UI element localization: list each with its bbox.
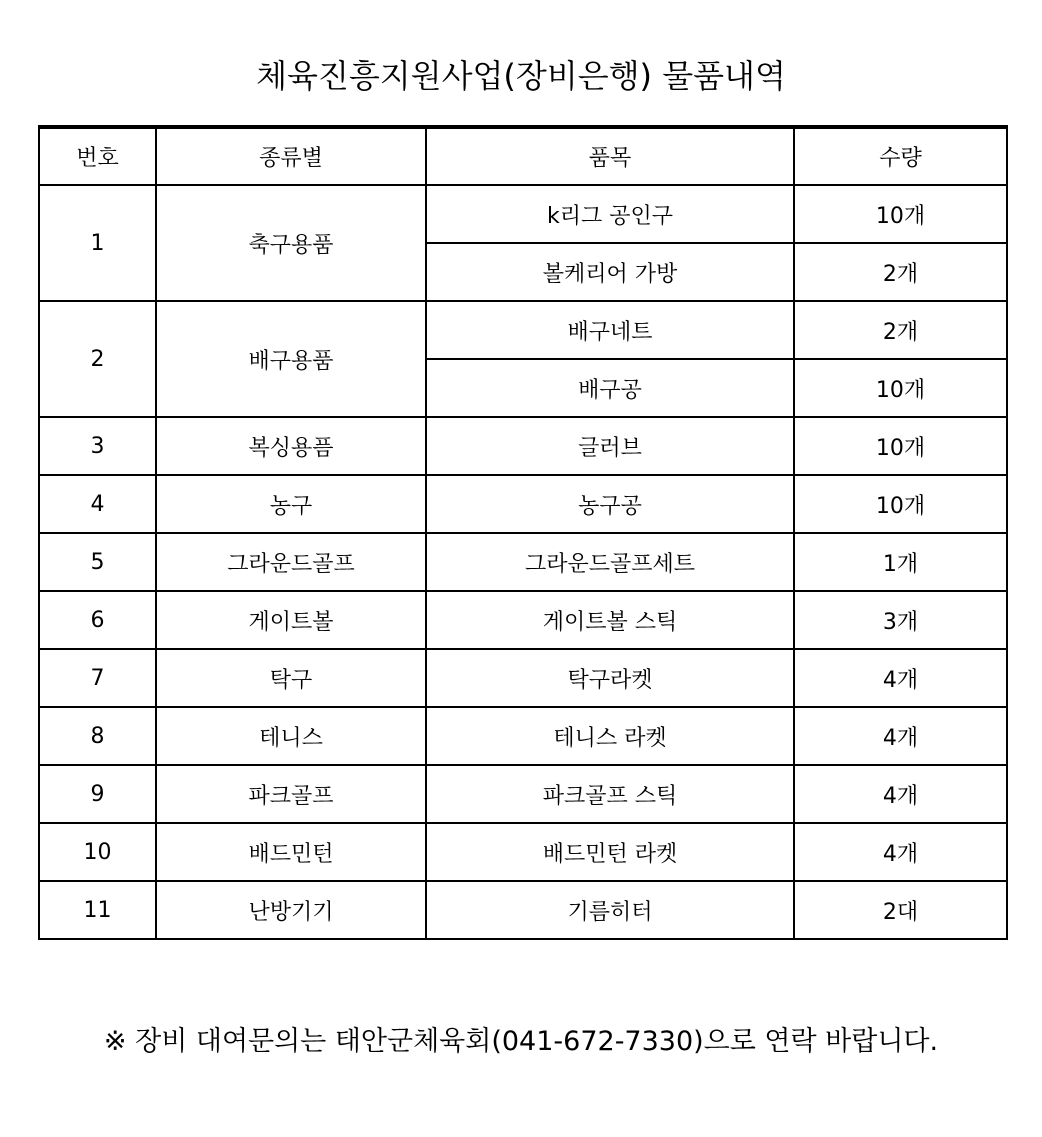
cell-number: 6: [39, 591, 156, 649]
cell-item: 탁구라켓: [426, 649, 794, 707]
cell-item: 글러브: [426, 417, 794, 475]
header-number: 번호: [39, 127, 156, 185]
cell-category: 파크골프: [156, 765, 426, 823]
table-row: [39, 881, 1007, 939]
table-body: [39, 185, 1007, 939]
cell-item: k리그 공인구: [426, 185, 794, 243]
cell-number: 8: [39, 707, 156, 765]
cell-number: 7: [39, 649, 156, 707]
cell-item: 배구공: [426, 359, 794, 417]
document-title: 체육진흥지원사업(장비은행) 물품내역: [256, 57, 786, 95]
cell-number: 5: [39, 533, 156, 591]
cell-quantity: 10개: [794, 185, 1007, 243]
cell-quantity: 4개: [794, 649, 1007, 707]
table-row: [39, 649, 1007, 707]
table-row: [39, 417, 1007, 475]
table-row: [39, 707, 1007, 765]
cell-number: 4: [39, 475, 156, 533]
cell-quantity: 4개: [794, 707, 1007, 765]
equipment-table: [38, 125, 1008, 940]
cell-item: 게이트볼 스틱: [426, 591, 794, 649]
cell-quantity: 4개: [794, 823, 1007, 881]
cell-category: 난방기기: [156, 881, 426, 939]
table-row: [39, 765, 1007, 823]
cell-number: 10: [39, 823, 156, 881]
cell-item: 볼케리어 가방: [426, 243, 794, 301]
cell-item: 기름히터: [426, 881, 794, 939]
cell-category: 그라운드골프: [156, 533, 426, 591]
cell-category: 배구용품: [156, 301, 426, 417]
cell-quantity: 10개: [794, 417, 1007, 475]
cell-quantity: 4개: [794, 765, 1007, 823]
header-quantity: 수량: [794, 127, 1007, 185]
cell-item: 농구공: [426, 475, 794, 533]
equipment-table-container: [38, 125, 1006, 940]
cell-number: 9: [39, 765, 156, 823]
cell-quantity: 1개: [794, 533, 1007, 591]
table-row: [39, 591, 1007, 649]
cell-category: 복싱용픔: [156, 417, 426, 475]
cell-quantity: 10개: [794, 475, 1007, 533]
table-header-row: [39, 127, 1007, 185]
cell-number: 2: [39, 301, 156, 417]
cell-quantity: 2대: [794, 881, 1007, 939]
cell-category: 배드민턴: [156, 823, 426, 881]
cell-quantity: 2개: [794, 301, 1007, 359]
header-category: 종류별: [156, 127, 426, 185]
cell-number: 3: [39, 417, 156, 475]
cell-quantity: 10개: [794, 359, 1007, 417]
cell-item: 파크골프 스틱: [426, 765, 794, 823]
cell-category: 탁구: [156, 649, 426, 707]
table-row: [39, 823, 1007, 881]
cell-item: 그라운드골프세트: [426, 533, 794, 591]
cell-category: 축구용품: [156, 185, 426, 301]
cell-number: 1: [39, 185, 156, 301]
table-row: [39, 185, 1007, 243]
table-row: [39, 533, 1007, 591]
cell-item: 테니스 라켓: [426, 707, 794, 765]
cell-category: 게이트볼: [156, 591, 426, 649]
cell-item: 배구네트: [426, 301, 794, 359]
rental-inquiry-note: ※ 장비 대여문의는 태안군체육회(041-672-7330)으로 연락 바랍니다.: [103, 1026, 939, 1057]
header-item: 품목: [426, 127, 794, 185]
cell-item: 배드민턴 라켓: [426, 823, 794, 881]
table-row: [39, 475, 1007, 533]
cell-number: 11: [39, 881, 156, 939]
cell-category: 테니스: [156, 707, 426, 765]
cell-quantity: 2개: [794, 243, 1007, 301]
cell-category: 농구: [156, 475, 426, 533]
cell-quantity: 3개: [794, 591, 1007, 649]
table-row: [39, 301, 1007, 359]
